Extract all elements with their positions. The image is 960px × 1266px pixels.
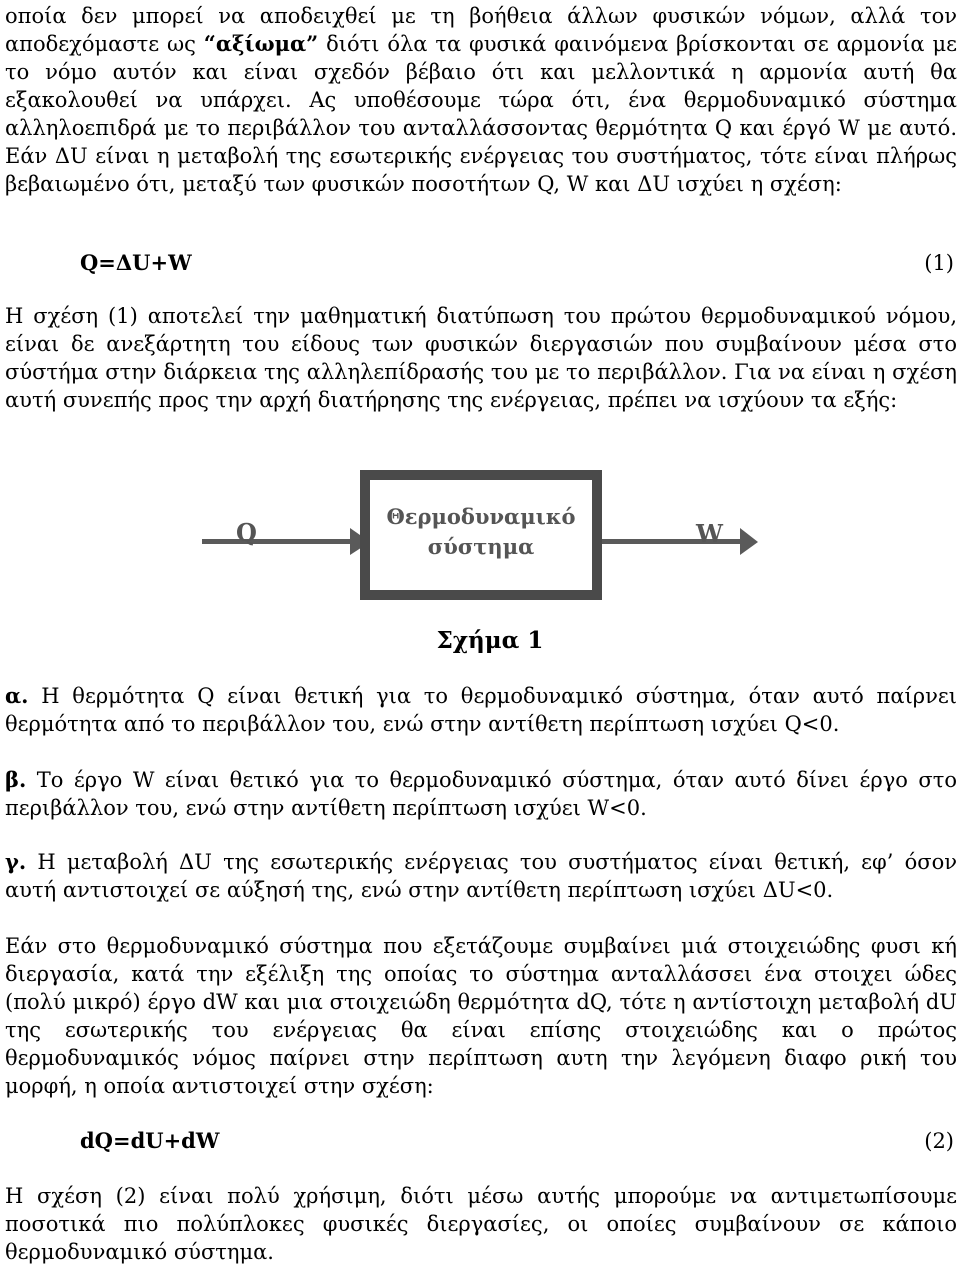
equation-2 (0, 1126, 960, 1156)
condition-marker-c: γ. (5, 849, 27, 874)
condition-marker-b: β. (5, 767, 27, 792)
axiom-term: “αξίωμα” (203, 31, 319, 56)
thermodynamic-system-diagram (200, 462, 760, 622)
first-law-paragraph: Η σχέση (1) αποτελεί την μαθηματική διατύπωση του πρώτου θερμοδυναμικού νόμου, είναι δε ανεξάρτητη του είδους των φυσικών διεργασιών που συμβαίνουν μέσα στο σύστήμα στην διάρκεια της αλληλεπίδρασής του με το περιβάλλον. Για να είναι η σχέση αυτή συνεπής προς την αρχή διατήρησης της ενέργειας, πρέπει να ισχύουν τα εξής: (5, 304, 957, 412)
right-work-arrow (598, 528, 758, 555)
system-box-title-line2: σύστημα (427, 534, 535, 559)
system-box-title-line1: Θερμοδυναμικό (386, 504, 576, 529)
equation-2-formula: dQ=dU+dW (80, 1128, 220, 1153)
intro-text-end: διότι όλα τα φυσικά φαινόμενα βρίσκονται σε αρμονία με το νόμο αυτόν και είναι σχεδόν βέβαιο ότι και μελλοντικά η αρμονία αυτή θα εξακολουθεί να υπάρχει. Ας υποθέσουμε τώρα ότι, ένα θερμοδυναμικό σύστημα αλληλοεπιδρά με το περιβάλλον του ανταλλάσσοντας θερμότητα Q και έργό W με αυτό. Εάν ΔU είναι η μεταβολή της εσωτερικής ενέργειας του συστήματος, τότε είναι πλήρως βεβαιωμένο ότι, μεταξύ των φυσικών ποσοτήτων Q, W και ΔU ισχύει η σχέση: (5, 32, 958, 196)
condition-item-b (5, 766, 957, 822)
condition-item-a (5, 682, 957, 738)
closing-paragraph: Η σχέση (2) είναι πολύ χρήσιμη, διότι μέσω αυτής μπορούμε να αντιμετωπίσουμε ποσοτικά πιο πολύπλοκες φυσικές διεργασίες, οι οποίες συμβαίνουν σε κάποιο θερμοδυναμικό σύστημα. (5, 1184, 957, 1264)
work-label-w: W (696, 519, 723, 548)
intro-paragraph (5, 2, 957, 198)
left-heat-arrow (202, 528, 370, 555)
condition-text-c: Η μεταβολή ΔU της εσωτερικής ενέργειας του συστήματος είναι θετική, εφ’ όσον αυτή αντιστοιχεί σε αύξησή της, ενώ στην αντίθετη περίπτωση ισχύει ΔU<0. (5, 850, 957, 902)
condition-text-a: Η θερμότητα Q είναι θετική για το θερμοδυναμικό σύστημα, όταν αυτό παίρνει θερμότητα από το περιβάλλον του, ενώ στην αντίθετη περίπτωση ισχύει Q<0. (5, 684, 957, 736)
equation-1-number: (1) (924, 251, 954, 275)
equation-1 (0, 248, 960, 278)
condition-marker-a: α. (5, 683, 29, 708)
differential-form-paragraph: Εάν στο θερμοδυναμικό σύστημα που εξετάζουμε συμβαίνει μιά στοιχειώδης φυσι κή διεργασία, κατά την εξέλιξη της οποίας το σύστημα ανταλλάσσει ένα στοιχει ώδες (πολύ μικρό) έργο dW και μια στοιχειώδη θερμότητα dQ, τότε η αντίστοιχη μεταβολή dU της εσωτερικής του ενέργειας θα είναι επίσης στοιχειώδης και ο πρώτος θερμοδυναμικός νόμος παίρνει στην περίπτωση αυτη την λεγόμενη διαφο ρική του μορφή, η οποία αντιστοιχεί στην σχέση: (5, 934, 957, 1098)
intro-text-start: οποία δεν μπορεί να αποδειχθεί με τη βοήθεια άλλων φυσικών νόμων, αλλά τον αποδεχόμαστε ως (5, 4, 957, 56)
heat-label-q: Q (236, 518, 257, 547)
equation-2-number: (2) (924, 1129, 954, 1153)
condition-text-b: Το έργο W είναι θετικό για το θερμοδυναμικό σύστημα, όταν αυτό δίνει έργο στο περιβάλλον του, ενώ στην αντίθετη περίπτωση ισχύει W<0. (5, 768, 957, 820)
equation-1-formula: Q=ΔU+W (80, 250, 192, 275)
figure-caption: Σχήμα 1 (436, 627, 544, 654)
condition-item-c (5, 848, 957, 904)
